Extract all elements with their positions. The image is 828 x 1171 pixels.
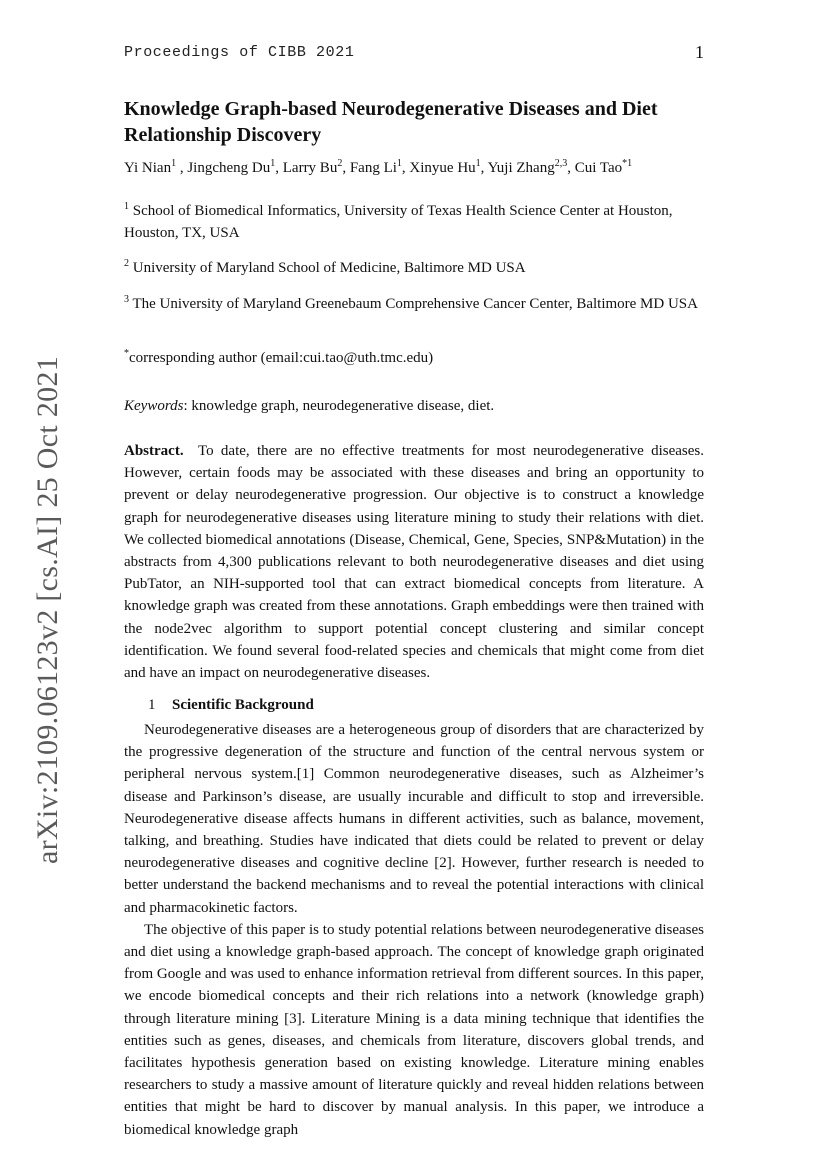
affiliation: $^1$ School of Biomedical Informatics, University of Texas Health Science Center at Houston, Houston, TX, USA [124,201,673,241]
section-number: 1 [148,697,156,713]
keywords-text: : knowledge graph, neurodegenerative disease, diet. [183,398,495,414]
paper-title: Knowledge Graph-based Neurodegenerative Diseases and Diet Relationship Discovery [124,98,658,146]
author: Larry Bu$^2$, [282,158,350,176]
section-title: Scientific Background [172,697,314,713]
abstract [124,440,704,684]
author-list [124,160,704,177]
abstract-text: To date, there are no effective treatments for most neurodegenerative diseases. However, certain foods may be associated with these diseases and bring an opportunity to prevent or delay neurodegenerative progression. Our objective is to construct a knowledge graph for neurodegenerative diseases using literature mining to study their relations with diet. We collected biomedical annotations (Disease, Chemical, Gene, Species, SNP&Mutation) in the abstracts from 4,300 publications relevant to both neurodegenerative diseases and diet using PubTator, an NIH-supported tool that can extract biomedical concepts from literature. A knowledge graph was created from these annotations. Graph embeddings were then trained with the node2vec algorithm to support potential concept clustering and similar concept identification. We found several food-related species and chemicals that might come from diet and have an impact on neurodegenerative diseases. [124,443,704,682]
paragraph: Neurodegenerative diseases are a heterogeneous group of disorders that are characterized by the progressive degeneration of the structure and function of the central nervous system or peripheral nervous system.[1] Common neurodegenerative diseases, such as Alzheimer’s disease and Parkinson’s disease, are usually incurable and difficult to stop and irreversible. Neurodegenerative disease affects humans in different activities, such as balance, movement, talking, and breathing. Studies have indicated that diets could be related to prevent or delay neurodegenerative diseases and cognitive decline [2]. However, further research is needed to better understand the backend mechanisms and to reveal the potential interactions with clinical and pharmacokinetic factors. [124,722,704,916]
author: Yuji Zhang$^{2,3}$, [487,158,575,176]
keywords-label: Keywords [124,398,184,414]
abstract-label: Abstract. [124,443,184,459]
author: Jingcheng Du$^1$, [187,158,283,176]
keywords [124,398,704,415]
author: Xinyue Hu$^1$, [409,158,488,176]
page-number: 1 [695,42,704,62]
arxiv-identifier: arXiv:2109.06123v2 [cs.AI] 25 Oct 2021 [31,356,64,864]
author: Cui Tao$^{*1}$ [574,158,633,176]
corresponding-author: *corresponding author (email:cui.tao@uth.tmc.edu) [124,348,434,366]
affiliation: $^3$ The University of Maryland Greenebaum Comprehensive Cancer Center, Baltimore MD USA [124,294,698,312]
section-body [124,719,704,1141]
paragraph: The objective of this paper is to study potential relations between neurodegenerative diseases and diet using a knowledge graph-based approach. The concept of knowledge graph originated from Google and was used to enhance information retrieval from different sources. In this paper, we encode biomedical concepts and their rich relations into a network (knowledge graph) through literature mining [3]. Literature Mining is a data mining technique that identifies the entities such as genes, diseases, and chemicals from literature, discovers global trends, and facilitates hypothesis generation based on existing knowledge. Literature mining enables researchers to study a massive amount of literature quickly and reveal hidden relations between entities that might be hard to discover by manual analysis. In this paper, we introduce a biomedical knowledge graph [124,921,704,1138]
section-heading [124,697,704,714]
author: Fang Li$^1$, [349,158,410,176]
affiliation: $^2$ University of Maryland School of Medicine, Baltimore MD USA [124,258,526,276]
author: Yi Nian$^1$ , [124,158,188,176]
running-header: Proceedings of CIBB 2021 [124,44,355,61]
